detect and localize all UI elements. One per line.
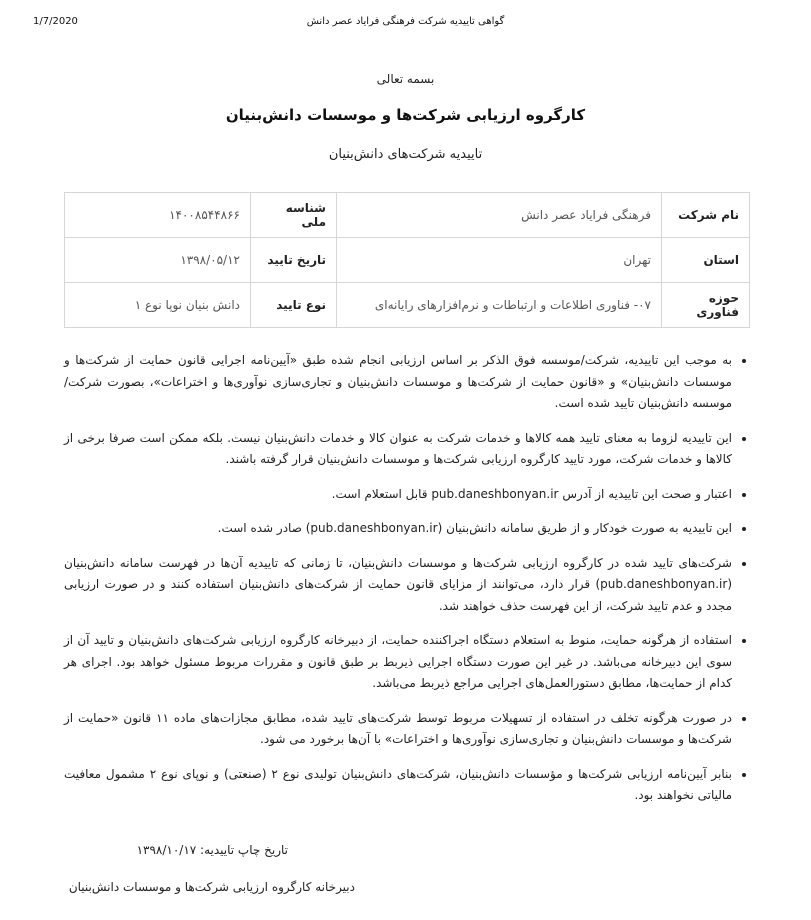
- clause-item: • در صورت هرگونه تخلف در استفاده از تسهیلات مربوط توسط شرکت‌های تایید شده، مطابق مجازات‌های ماده ۱۱ قانون «حمایت از شرکت‌ها و موسسات دانش‌بنیان و تجاری‌سازی نوآوری‌ها و اختراعات» با آن‌ها برخورد می شود.: [64, 708, 732, 751]
- approval-date-label: تاریخ تایید: [251, 238, 337, 283]
- clause-item: • اعتبار و صحت این تاییدیه از آدرس pub.daneshbonyan.ir قابل استعلام است.: [64, 484, 732, 506]
- clause-item: • به موجب این تاییدیه، شرکت/موسسه فوق الذکر بر اساس ارزیابی انجام شده طبق «آیین‌نامه اجرایی قانون حمایت از شرکت‌ها و موسسات دانش‌بنیان» و «قانون حمایت از شرکت‌ها و موسسات دانش‌بنیان و تجاری‌سازی نوآوری‌ها و اختراعات»، بصورت شرکت/موسسه دانش‌بنیان تایید شده است.: [64, 350, 732, 415]
- table-row: [65, 283, 750, 328]
- approval-type-value: دانش بنیان نوپا نوع ۱: [65, 283, 251, 328]
- approval-date-value: ۱۳۹۸/۰۵/۱۲: [65, 238, 251, 283]
- table-row: [65, 238, 750, 283]
- national-id-value: ۱۴۰۰۸۵۴۴۸۶۶: [65, 193, 251, 238]
- footer-office: دبیرخانه کارگروه ارزیابی شرکت‌ها و موسسات دانش‌بنیان: [68, 880, 355, 894]
- company-info-table: [64, 192, 750, 328]
- page-title: کارگروه ارزیابی شرکت‌ها و موسسات دانش‌بنیان: [225, 106, 586, 124]
- clause-item: • این تاییدیه به صورت خودکار و از طریق سامانه دانش‌بنیان (pub.daneshbonyan.ir) صادر شده است.: [64, 518, 732, 540]
- clauses-list: [64, 350, 752, 820]
- bismillah: بسمه تعالی: [376, 72, 435, 86]
- page-subtitle: تاییدیه شرکت‌های دانش‌بنیان: [328, 147, 483, 162]
- company-name-label: نام شرکت: [662, 193, 750, 238]
- province-label: استان: [662, 238, 750, 283]
- clause-item: • بنابر آیین‌نامه ارزیابی شرکت‌ها و مؤسسات دانش‌بنیان، شرکت‌های دانش‌بنیان تولیدی نوع ۲ (صنعتی) و نوپای نوع ۲ مشمول معافیت مالیاتی نخواهند بود.: [64, 764, 732, 807]
- company-name-value: فرهنگی فرایاد عصر دانش: [337, 193, 662, 238]
- header-title: گواهی تاییدیه شرکت فرهنگی فرایاد عصر دانش: [306, 16, 505, 27]
- clause-item: • این تاییدیه لزوما به معنای تایید همه کالاها و خدمات شرکت به عنوان کالا و خدمات دانش‌بنیان نیست. بلکه ممکن است صرفا برخی از کالاها و خدمات شرکت، مورد تایید کارگروه ارزیابی شرکت‌ها و موسسات دانش‌بنیان قرار گرفته باشند.: [64, 428, 732, 471]
- tech-field-label: حوزه فناوری: [662, 283, 750, 328]
- header-date: 1/7/2020: [33, 16, 78, 27]
- approval-type-label: نوع تایید: [251, 283, 337, 328]
- tech-field-value: ۰۷- فناوری اطلاعات و ارتباطات و نرم‌افزارهای رایانه‌ای: [337, 283, 662, 328]
- province-value: تهران: [337, 238, 662, 283]
- clause-item: • شرکت‌های تایید شده در کارگروه ارزیابی شرکت‌ها و موسسات دانش‌بنیان، تا زمانی که تاییدیه آن‌ها در فهرست سامانه دانش‌بنیان (pub.daneshbonyan.ir) قرار دارد، می‌توانند از مزایای قانون حمایت از شرکت‌های دانش‌بنیان استفاده کنند و در صورت ارزیابی مجدد و عدم تایید شرکت، از این فهرست حذف خواهند شد.: [64, 553, 732, 618]
- national-id-label: شناسه ملی: [251, 193, 337, 238]
- table-row: [65, 193, 750, 238]
- clause-item: • استفاده از هرگونه حمایت، منوط به استعلام دستگاه اجراکننده حمایت، از دبیرخانه کارگروه ارزیابی شرکت‌های دانش‌بنیان و تایید آن از سوی این دبیرخانه می‌باشد. در غیر این صورت دستگاه اجرایی ذیربط بر طبق قانون و مقررات مربوط مسئول خواهد بود. اجرای هر کدام از حمایت‌ها، مطابق دستورالعمل‌های اجرایی مراجع ذیربط می‌باشد.: [64, 630, 732, 695]
- print-date: تاریخ چاپ تاییدیه: ۱۳۹۸/۱۰/۱۷: [136, 843, 288, 857]
